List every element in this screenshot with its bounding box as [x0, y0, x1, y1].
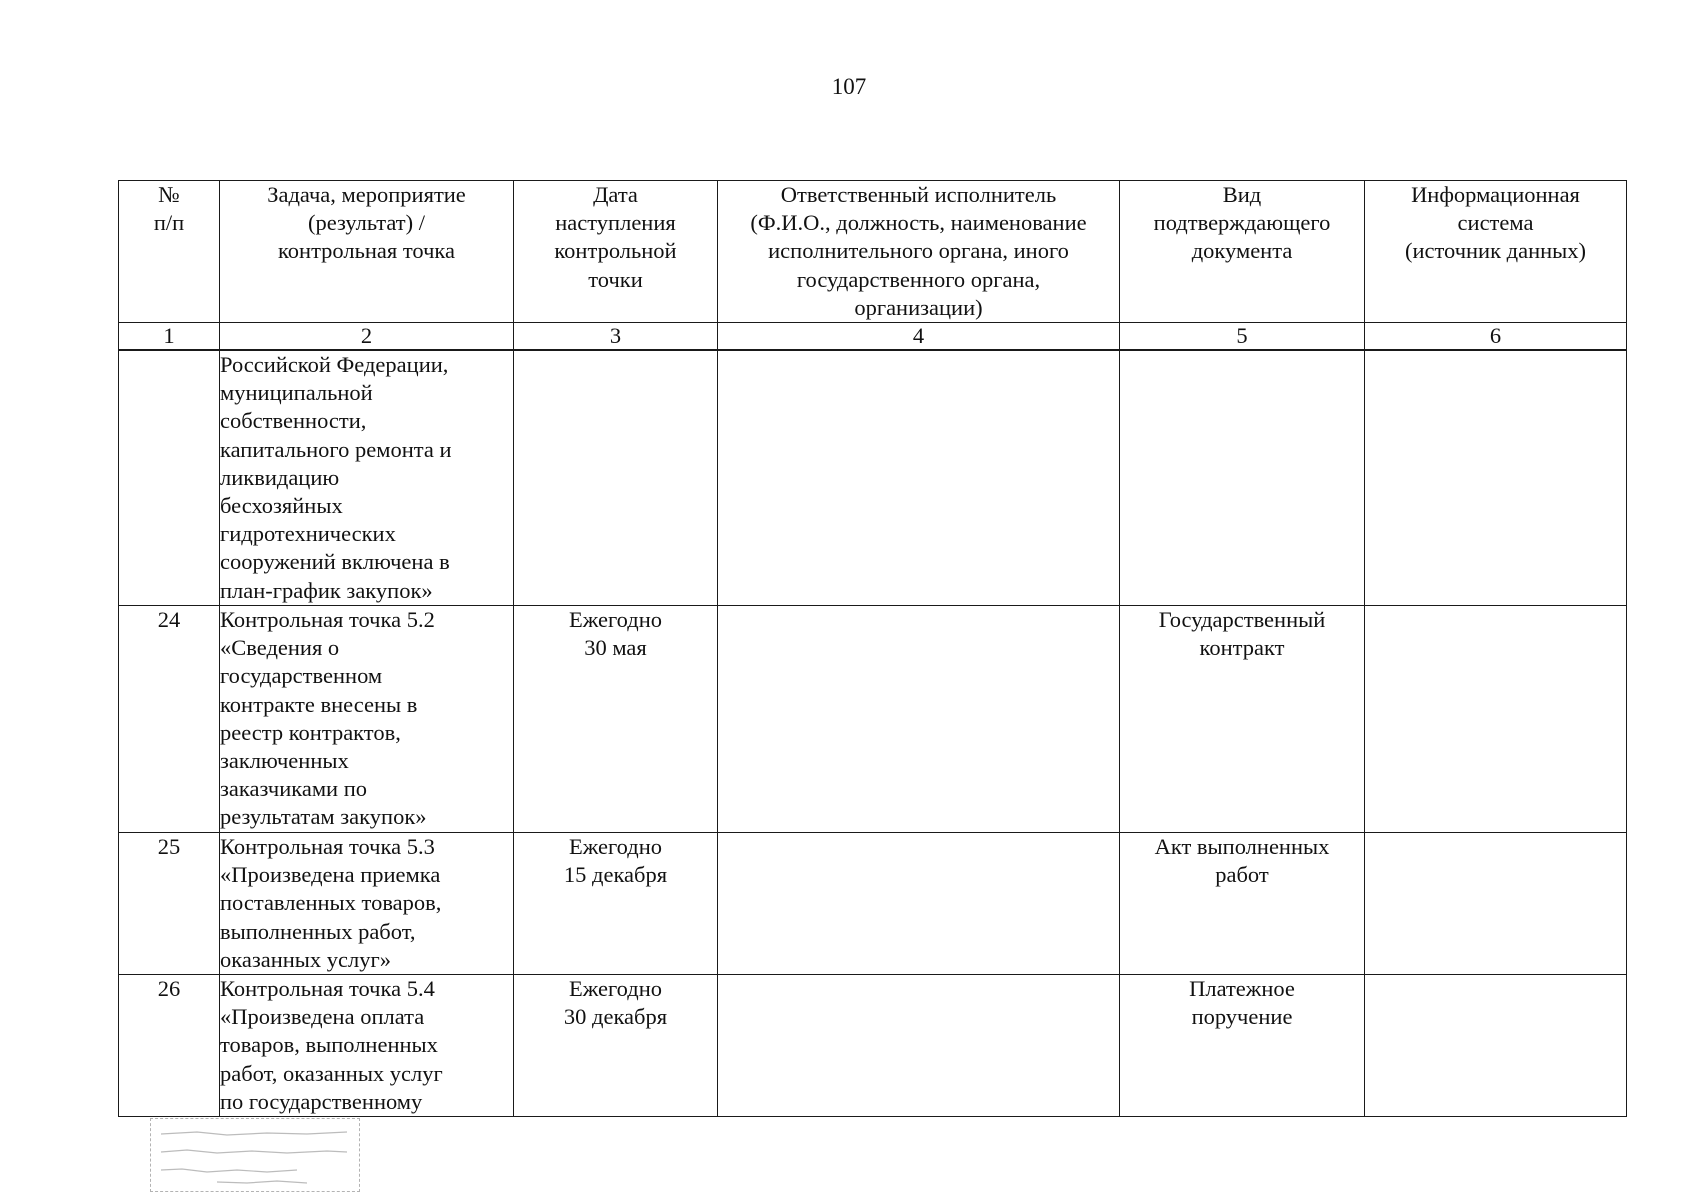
stamp-scribble-icon [157, 1122, 353, 1188]
column-number: 1 [119, 323, 220, 351]
row-responsible [718, 606, 1120, 833]
header-document [1120, 181, 1365, 323]
header-responsible [718, 181, 1120, 323]
row-task: Контрольная точка 5.4 «Произведена оплата товаров, выполненных работ, оказанных услуг по государственному [220, 975, 514, 1117]
column-number-row [119, 323, 1627, 351]
table-row [119, 350, 1627, 606]
row-document: Акт выполненных работ [1120, 833, 1365, 975]
row-number: 25 [119, 833, 220, 975]
header-responsible-text: Ответственный исполнитель (Ф.И.О., должность, наименование исполнительного органа, иного государственного органа, организации) [750, 182, 1087, 320]
row-document: Платежное поручение [1120, 975, 1365, 1117]
header-system [1365, 181, 1627, 323]
table-row [119, 975, 1627, 1117]
header-task-text: Задача, мероприятие (результат) / контрольная точка [267, 182, 466, 264]
row-number [119, 350, 220, 606]
header-date-text: Дата наступления контрольной точки [554, 182, 677, 292]
header-task [220, 181, 514, 323]
registration-stamp [150, 1118, 360, 1192]
row-system [1365, 350, 1627, 606]
row-task: Контрольная точка 5.2 «Сведения о государственном контракте внесены в реестр контрактов, заключенных заказчиками по результатам закупок» [220, 606, 514, 833]
header-number-text: № п/п [153, 182, 185, 236]
row-date: Ежегодно 30 мая [514, 606, 718, 833]
header-row [119, 181, 1627, 323]
header-system-text: Информационная система (источник данных) [1404, 182, 1587, 264]
row-system [1365, 606, 1627, 833]
header-document-text: Вид подтверждающего документа [1153, 182, 1331, 264]
row-number: 26 [119, 975, 220, 1117]
column-number: 3 [514, 323, 718, 351]
column-number: 4 [718, 323, 1120, 351]
column-number: 5 [1120, 323, 1365, 351]
row-task: Российской Федерации, муниципальной собственности, капитального ремонта и ликвидацию бесхозяйных гидротехнических сооружений включена в план-график закупок» [220, 350, 514, 606]
table-row [119, 606, 1627, 833]
row-task: Контрольная точка 5.3 «Произведена приемка поставленных товаров, выполненных работ, оказанных услуг» [220, 833, 514, 975]
column-number: 2 [220, 323, 514, 351]
table-row [119, 833, 1627, 975]
row-document: Государственный контракт [1120, 606, 1365, 833]
header-number [119, 181, 220, 323]
row-system [1365, 833, 1627, 975]
row-date: Ежегодно 15 декабря [514, 833, 718, 975]
row-responsible [718, 350, 1120, 606]
row-number: 24 [119, 606, 220, 833]
row-date: Ежегодно 30 декабря [514, 975, 718, 1117]
control-points-table [118, 180, 1627, 1117]
row-system [1365, 975, 1627, 1117]
page-number: 107 [831, 74, 867, 99]
row-responsible [718, 833, 1120, 975]
row-responsible [718, 975, 1120, 1117]
row-date [514, 350, 718, 606]
row-document [1120, 350, 1365, 606]
column-number: 6 [1365, 323, 1627, 351]
header-date [514, 181, 718, 323]
